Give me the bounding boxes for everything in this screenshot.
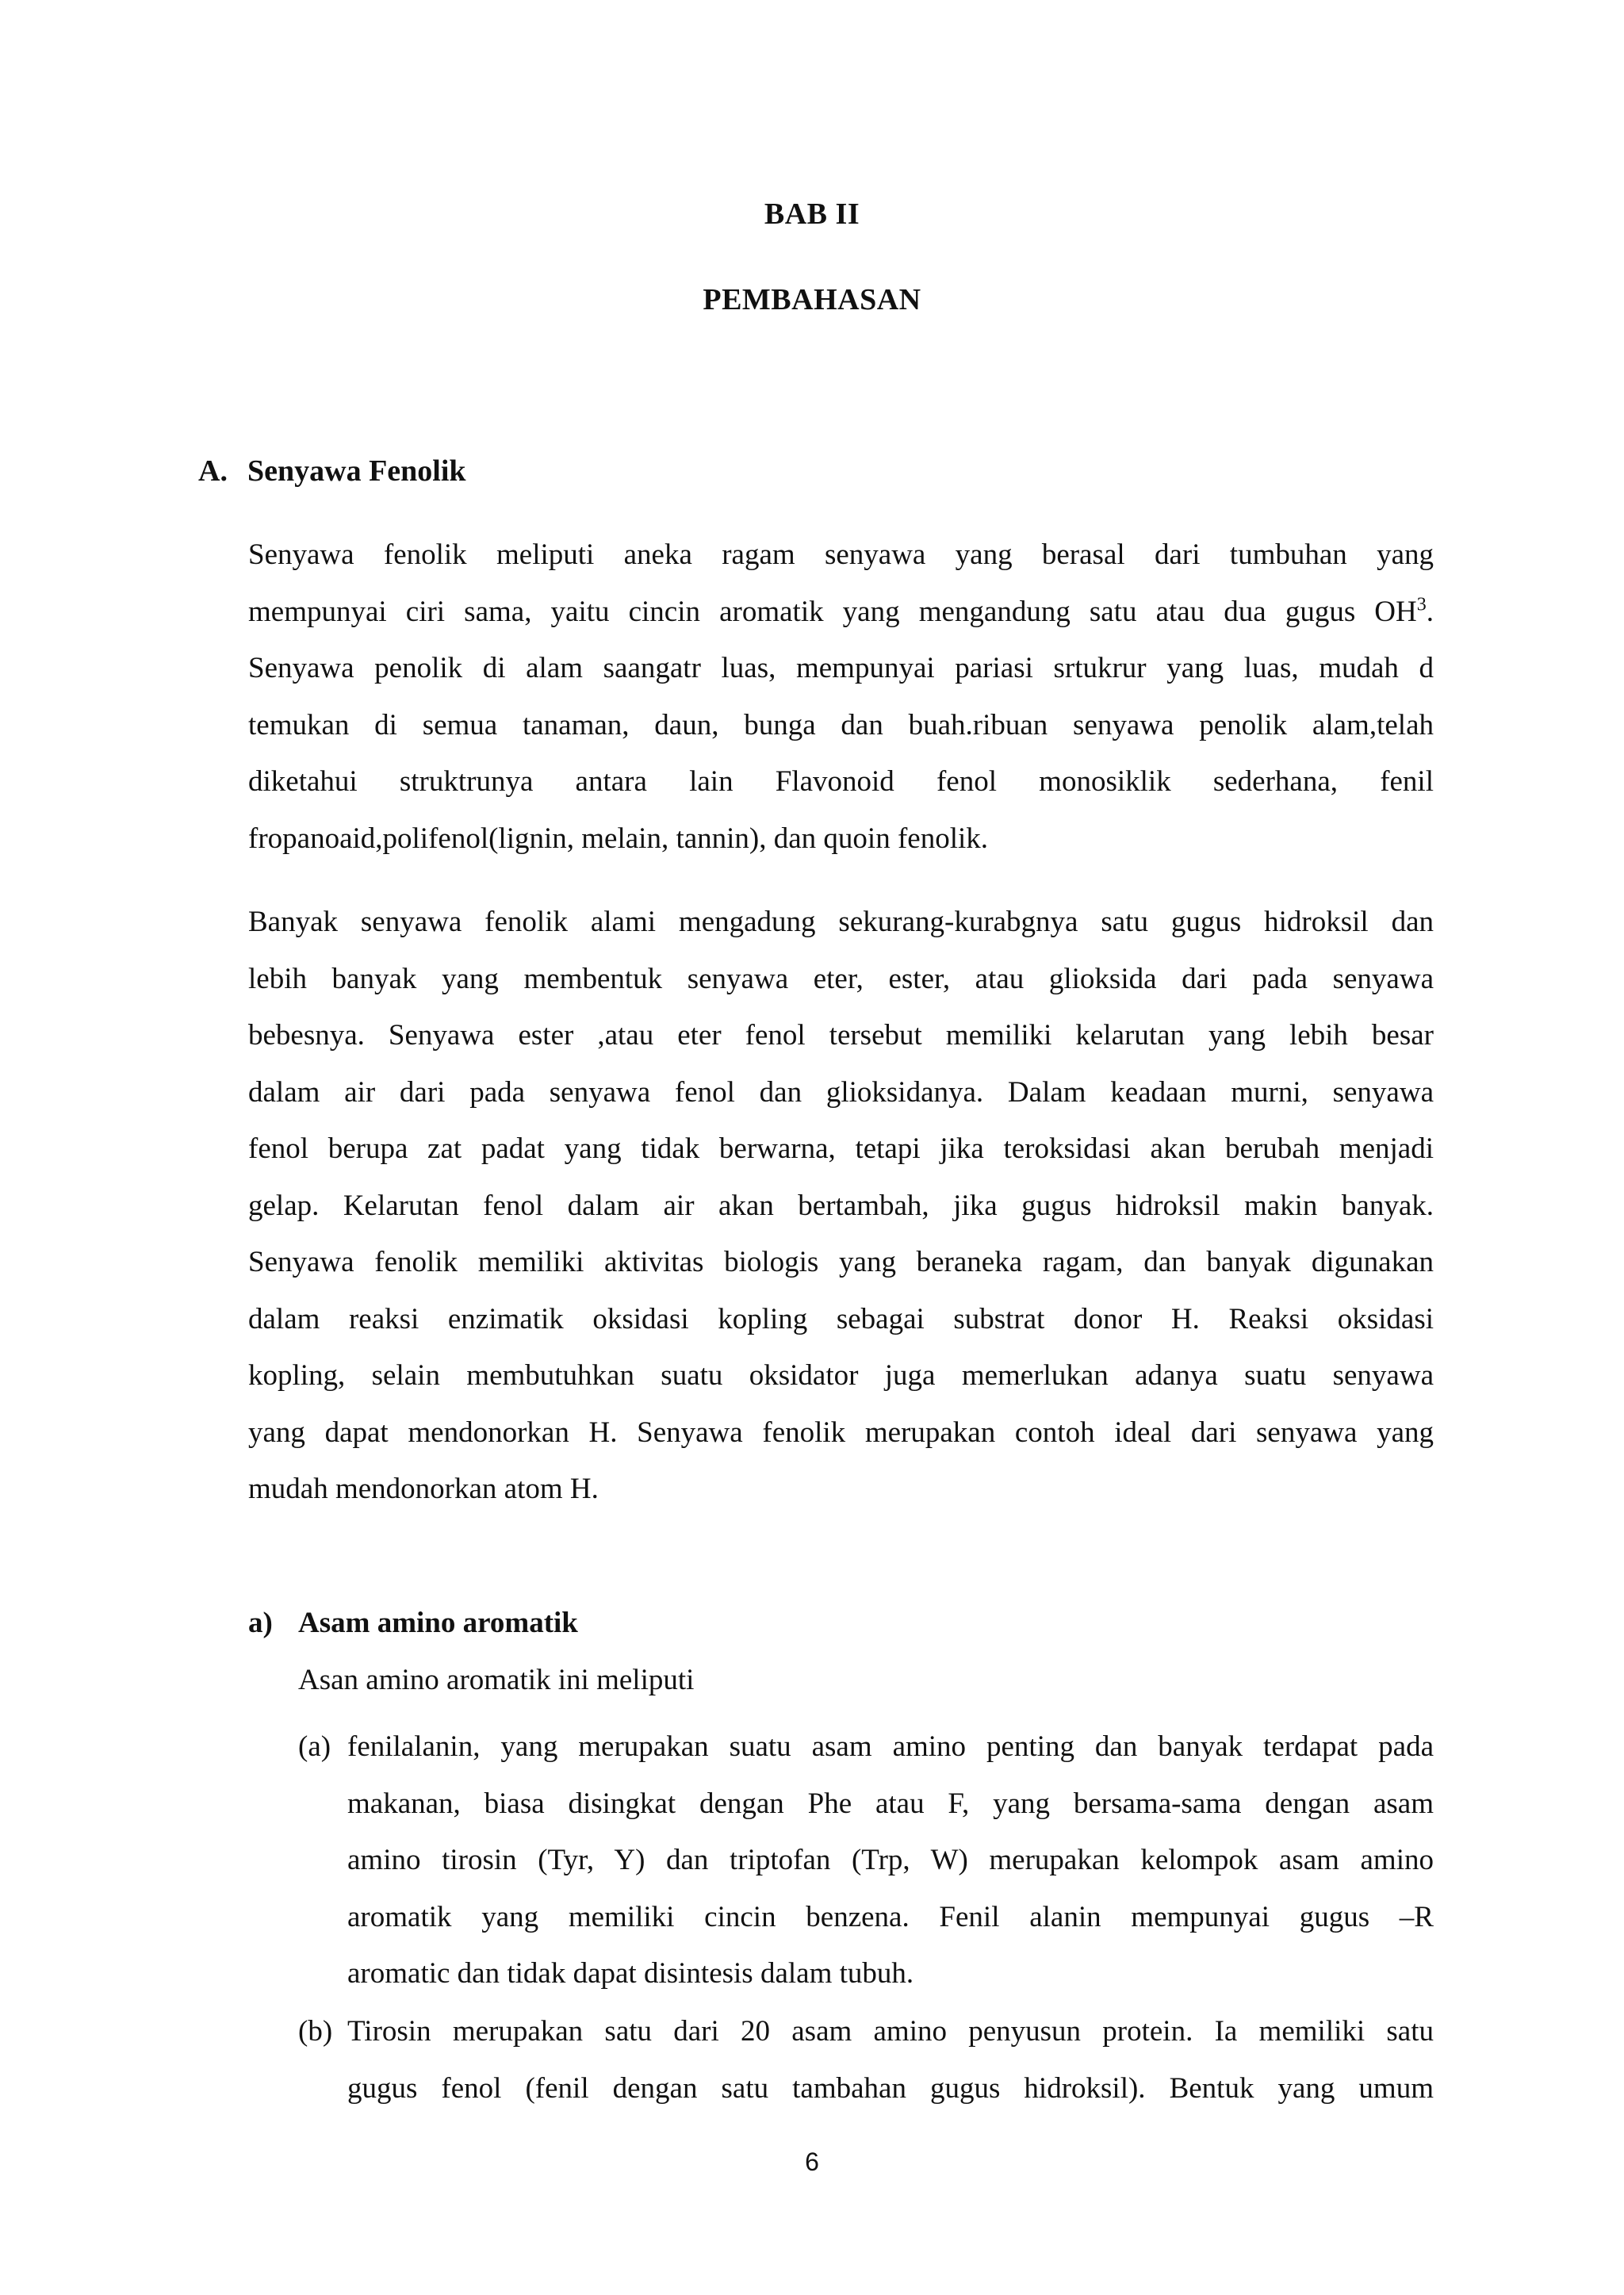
paragraph-line: kopling, selain membutuhkan suatu oksidator juga memerlukan adanya suatu senyawa [248,1359,1434,1392]
paragraph-line: Banyak senyawa fenolik alami mengadung sekurang-kurabgnya satu gugus hidroksil dan [248,906,1434,938]
chapter-label: BAB II [764,197,860,231]
list-item-line: aromatic dan tidak dapat disintesis dalam tubuh. [347,1957,914,1990]
paragraph-line: gelap. Kelarutan fenol dalam air akan bertambah, jika gugus hidroksil makin banyak. [248,1189,1434,1222]
paragraph-line: bebesnya. Senyawa ester ,atau eter fenol tersebut memiliki kelarutan yang lebih besar [248,1019,1434,1052]
paragraph-line: fenol berupa zat padat yang tidak berwarna, tetapi jika teroksidasi akan berubah menjadi [248,1132,1434,1165]
paragraph-line: lebih banyak yang membentuk senyawa eter, ester, atau glioksida dari pada senyawa [248,962,1434,995]
paragraph-line: mudah mendonorkan atom H. [248,1473,599,1505]
list-item-line: amino tirosin (Tyr, Y) dan triptofan (Trp, W) merupakan kelompok asam amino [347,1844,1434,1876]
paragraph-line: dalam reaksi enzimatik oksidasi kopling sebagai substrat donor H. Reaksi oksidasi [248,1302,1434,1335]
section-marker: A. [198,454,228,488]
paragraph-line: dalam air dari pada senyawa fenol dan glioksidanya. Dalam keadaan murni, senyawa [248,1075,1434,1109]
list-item-marker: (b) [298,2015,333,2048]
list-item-marker: (a) [298,1730,331,1763]
list-item-line: fenilalanin, yang merupakan suatu asam amino penting dan banyak terdapat pada [347,1730,1434,1763]
paragraph-line-text: mempunyai ciri sama, yaitu cincin aromatik yang mengandung satu atau dua gugus OH [248,595,1417,628]
list-item-body [347,2003,1434,2117]
page-number: 6 [805,2147,819,2176]
subsection-intro: Asan amino aromatik ini meliputi [298,1664,695,1696]
subsection-marker: a) [248,1607,273,1639]
paragraph-line-tail: . [1426,595,1434,628]
list-item-line: aromatik yang memiliki cincin benzena. Fenil alanin mempunyai gugus –R [347,1900,1434,1933]
subsection-title: Asam amino aromatik [298,1607,578,1639]
paragraph-line: Senyawa fenolik meliputi aneka ragam senyawa yang berasal dari tumbuhan yang [248,538,1434,571]
list-item-body [347,1718,1434,2002]
paragraph-line: fropanoaid,polifenol(lignin, melain, tannin), dan quoin fenolik. [248,822,989,855]
paragraph-line: temukan di semua tanaman, daun, bunga dan buah.ribuan senyawa penolik alam,telah [248,708,1434,741]
list-item-line: makanan, biasa disingkat dengan Phe atau F, yang bersama-sama dengan asam [347,1787,1434,1820]
paragraph-line-with-superscript [248,584,1434,641]
list-item-line: gugus fenol (fenil dengan satu tambahan gugus hidroksil). Bentuk yang umum [347,2071,1434,2105]
chapter-title: PEMBAHASAN [703,283,921,316]
paragraph-1 [248,527,1434,867]
paragraph-line: diketahui struktrunya antara lain Flavonoid fenol monosiklik sederhana, fenil [248,765,1434,798]
section-heading [198,454,466,489]
superscript-footnote: 3 [1416,594,1427,615]
paragraph-2 [248,894,1434,1518]
paragraph-line: yang dapat mendonorkan H. Senyawa fenolik merupakan contoh ideal dari senyawa yang [248,1416,1434,1449]
list-item-line: Tirosin merupakan satu dari 20 asam amino penyusun protein. Ia memiliki satu [347,2015,1434,2048]
paragraph-line: Senyawa penolik di alam saangatr luas, mempunyai pariasi srtukrur yang luas, mudah d [248,652,1434,684]
paragraph-line: Senyawa fenolik memiliki aktivitas biologis yang beraneka ragam, dan banyak digunakan [248,1246,1434,1278]
subsection-heading [248,1606,578,1640]
section-title: Senyawa Fenolik [247,454,466,488]
